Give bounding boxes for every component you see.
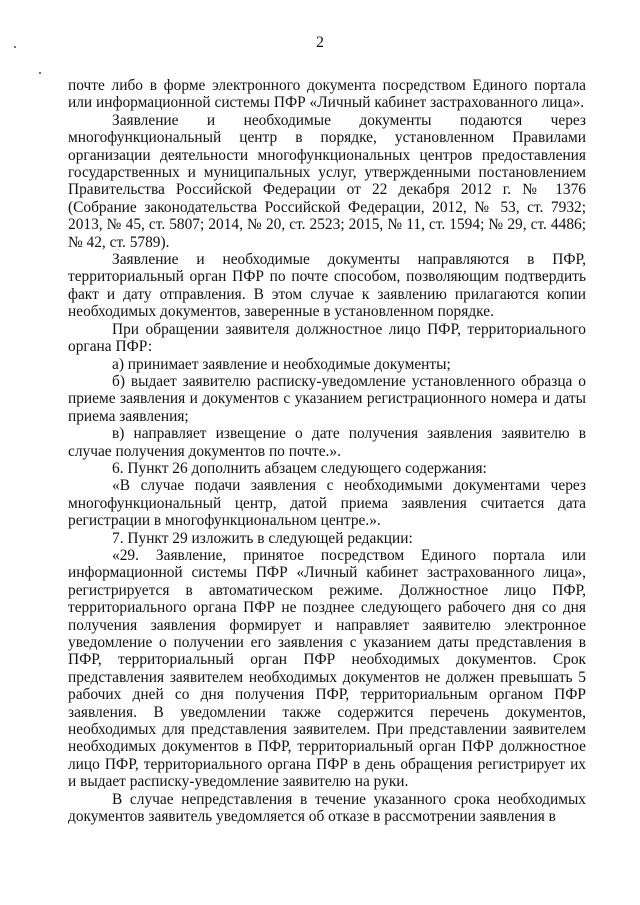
paragraph: При обращении заявителя должностное лицо ПФР, территориального органа ПФР:	[68, 320, 586, 356]
paragraph: почте либо в форме электронного документа посредством Единого портала или информационной системы ПФР «Личный кабинет застрахованного лица».	[68, 77, 586, 112]
paragraph: 7. Пункт 29 изложить в следующей редакции:	[112, 529, 413, 547]
paragraph: б) выдает заявителю расписку-уведомление установленного образца о приеме заявления и документов с указанием регистрационного номера и даты приема заявления;	[68, 372, 586, 425]
paragraph: «В случае подачи заявления с необходимыми документами через многофункциональный центр, датой приема заявления считается дата регистрации в многофункциональном центре.».	[68, 477, 586, 530]
paragraph: «29. Заявление, принятое посредством Единого портала или информационной системы ПФР «Личный кабинет застрахованного лица», регистрируется в автоматическом режиме. Должностное лицо ПФР, территориального органа ПФР не позднее следующего рабочего дня со дня получения заявления формирует и направляет заявителю электронное уведомление о получении его заявления с указанием даты представления в ПФР, территориальный орган ПФР необходимых документов. Срок представления заявителем необходимых документов не должен превышать 5 рабочих дней со дня получения ПФР, территориальным органом ПФР заявления. В уведомлении также содержится перечень документов, необходимых для представления заявителем. При представлении заявителем необходимых документов в ПФР, территориальный орган ПФР должностное лицо ПФР, территориального органа ПФР в день обращения регистрирует их и выдает расписку-уведомление заявителю на руки.	[68, 546, 586, 791]
paragraph: в) направляет извещение о дате получения заявления заявителю в случае получения документов по почте.».	[68, 425, 586, 460]
page-number: 2	[316, 34, 324, 51]
paragraph: 6. Пункт 26 дополнить абзацем следующего содержания:	[112, 459, 487, 477]
paragraph: В случае непредставления в течение указанного срока необходимых документов заявитель уведомляется об отказе в рассмотрении заявления в	[68, 790, 586, 826]
scan-speck	[14, 46, 16, 48]
scan-speck	[39, 72, 41, 74]
paragraph: Заявление и необходимые документы подаются через многофункциональный центр в порядке, установленном Правилами организации деятельности многофункциональных центров предоставления государственных и муниципальных услуг, утвержденными постановлением Правительства Российской Федерации от 22 декабря 2012 г. № 1376 (Собрание законодательства Российской Федерации, 2012, № 53, ст. 7932; 2013, № 45, ст. 5807; 2014, № 20, ст. 2523; 2015, № 11, ст. 1594; № 29, ст. 4486; № 42, ст. 5789).	[68, 111, 586, 251]
paragraph: Заявление и необходимые документы направляются в ПФР, территориальный орган ПФР по почте способом, позволяющим подтвердить факт и дату отправления. В этом случае к заявлению прилагаются копии необходимых документов, заверенные в установленном порядке.	[68, 251, 586, 321]
paragraph: а) принимает заявление и необходимые документы;	[112, 355, 451, 373]
document-body	[68, 77, 586, 825]
